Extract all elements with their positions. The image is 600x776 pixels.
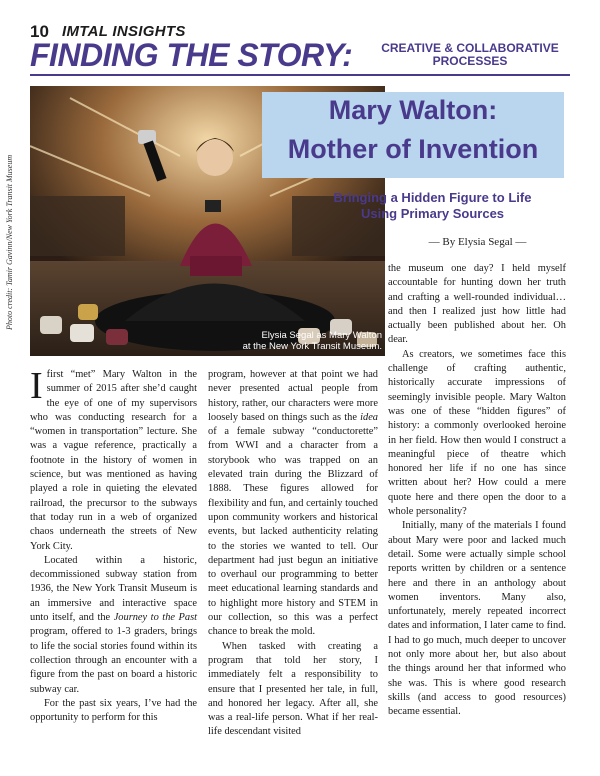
subhead-line-1: CREATIVE & COLLABORATIVE [381,41,559,55]
paragraph-text: Located within a historic, decommissioned subway station from 1936, the New York Transit Museum is an immersive and interactive space unto itself, and the [30,554,197,624]
article-title-line-1: Mary Walton: [328,95,498,125]
header-rule [30,74,570,76]
paragraph-text: first “met” Mary Walton in the summer of 2015 after she’d caught the eye of one of my supervisors who was conducting research for a “women in transportation” lecture. She was a vague reference, practically a footnote in the history of women in science, but was mentioned as having played a role in quieting the elevated railroad, the precursor to the subways that today run in a web of organized chaos underneath the streets of New York City. [30,369,197,552]
column-1 [30,365,198,725]
paragraph: When tasked with creating a program that told her story, I immediately felt a responsibility to ensure that I presented her tale, in full, and honored her legacy. After all, she was a real-life person. What if her real-life descendant visited [208,640,378,738]
emphasis: idea [360,411,378,423]
paragraph [30,365,197,554]
caption-line-1: Elysia Segal as Mary Walton [261,330,382,341]
section-title: IMTAL INSIGHTS [62,23,186,40]
headline: FINDING THE STORY: [30,37,353,73]
program-title: Journey to the Past [113,612,198,624]
photo-caption [222,330,382,352]
paragraph-text: of a female subway “conductorette” from WWI and a character from a storybook who was trapped on an elevated train during the Blizzard of 1888. These figures allowed for flexibility and fun, and certainly touched upon community workers and historical events, but lacked authenticity relating to the stories we wanted to tell. Our department had just begun an initiative to overhaul our programming to better meet educational learning standards and to highlight more history and STEM in our collection, so this was a perfect chance to break the mold. [208,426,378,638]
photo-credit: Photo credit: Tamir Gavinn/New York Transit Museum [5,154,14,330]
paragraph: As creators, we sometimes face this challenge of crafting authentic, historically accurate impressions of seemingly invisible people. Mary Walton was one of these “hidden figures” of history: a commonly overlooked heroine in her field. How then would I construct a meaningful piece of theatre which honored her life if no one has since written about her? How could a mere quote here and there open the door to a whole personality? [388,348,566,518]
page-number: 10 [30,22,49,41]
caption-line-2: at the New York Transit Museum. [242,341,382,352]
byline: — By Elysia Segal — [428,236,527,248]
paragraph: Initially, many of the materials I found about Mary were poor and lacked much detail. Some were actually simple school reports written by children or a sentence here and there in an anthology about women inventors. Many also, unfortunately, merely repeated incorrect dates and information, I later came to find. I had to go much, much deeper to uncover not only more about her, but also about the things around her that informed who she was. This is where good research skills (and access to good resources) became essential. [388,520,566,718]
paragraph-text: program, however at that point we had never presented actual people from history, rather, our characters were more loosely based on things such as the [208,369,378,423]
paragraph [30,554,197,697]
headline-subhead [370,42,570,68]
subhead-line-2: PROCESSES [432,54,508,68]
drop-cap: I [30,365,43,407]
subtitle-line-1: Bringing a Hidden Figure to Life [333,190,532,205]
article-title-line-2: Mother of Invention [287,134,539,164]
column-3 [388,262,566,720]
paragraph-text: program, offered to 1-3 graders, brings to life the social stories found within its collection through an encounter with a figure from the past on board a historic subway car. [30,626,197,695]
paragraph [208,368,378,640]
paragraph: the museum one day? I held myself accountable for hunting down her truth and crafting a well-rounded individual… and then I realized just how little had actually been published about her. Oh dear. [388,263,566,346]
article-subtitle [300,190,565,222]
column-2 [208,368,378,740]
paragraph: For the past six years, I’ve had the opportunity to perform for this [30,697,197,724]
subtitle-line-2: Using Primary Sources [360,206,505,221]
